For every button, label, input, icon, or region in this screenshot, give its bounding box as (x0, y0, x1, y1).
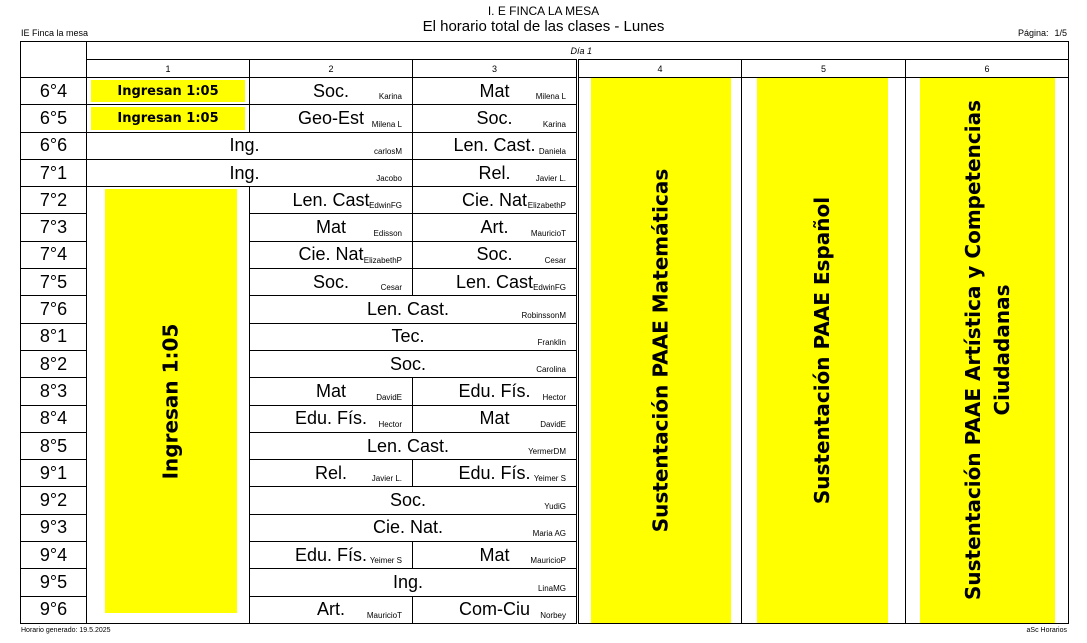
teacher: Franklin (537, 337, 566, 347)
schedule-cell[interactable] (250, 514, 578, 541)
class-label: 9°3 (21, 514, 87, 541)
period-header: 6 (906, 60, 1069, 78)
schedule-table (20, 41, 1069, 624)
schedule-cell[interactable] (250, 350, 578, 377)
teacher: YermerDM (528, 447, 566, 457)
subject: Cie. Nat. (372, 517, 444, 538)
period-header: 4 (578, 60, 742, 78)
teacher: Yeimer S (369, 556, 402, 566)
class-label: 7°4 (21, 241, 87, 268)
teacher: Javier L. (535, 174, 566, 184)
teacher: Yeimer S (533, 474, 566, 484)
subject: Mat (479, 408, 510, 429)
schedule-cell[interactable] (413, 241, 578, 268)
schedule-cell[interactable] (87, 132, 413, 159)
schedule-cell[interactable] (250, 460, 413, 487)
class-label: 6°4 (21, 78, 87, 105)
class-label: 7°5 (21, 269, 87, 296)
subject: Com-Ciu (458, 599, 530, 620)
subject: Soc. (389, 353, 427, 374)
teacher: Milena L (371, 119, 402, 129)
subject: Edu. Fís. (458, 380, 531, 401)
ingresan-badge: Ingresan 1:05 (91, 80, 245, 102)
teacher: Cesar (544, 256, 566, 266)
class-label: 7°1 (21, 159, 87, 186)
schedule-cell[interactable] (250, 105, 413, 132)
page-value: 1/5 (1054, 28, 1067, 38)
teacher: Hector (378, 419, 402, 429)
class-label: 9°2 (21, 487, 87, 514)
subject: Cie. Nat (298, 244, 364, 265)
period-header: 1 (87, 60, 250, 78)
schedule-cell[interactable] (413, 132, 578, 159)
teacher: Cesar (380, 283, 402, 293)
teacher: DavidE (376, 392, 402, 402)
ingresan-block-label: Ingresan 1:05 (158, 323, 183, 479)
schedule-cell[interactable] (250, 432, 578, 459)
class-label: 8°4 (21, 405, 87, 432)
class-label: 9°1 (21, 460, 87, 487)
teacher: LinaMG (537, 583, 566, 593)
schedule-cell[interactable] (250, 296, 578, 323)
subject: Soc. (476, 107, 513, 128)
teacher: RobinssonM (521, 310, 566, 320)
teacher: carlosM (373, 146, 402, 156)
schedule-cell[interactable] (250, 214, 413, 241)
class-label: 6°6 (21, 132, 87, 159)
subject: Mat (479, 544, 510, 565)
subject: Mat (315, 380, 346, 401)
teacher: Carolina (536, 365, 566, 375)
schedule-cell[interactable] (250, 542, 413, 569)
subject: Edu. Fís. (294, 408, 368, 429)
schedule-cell[interactable] (413, 187, 578, 214)
paae-matematicas-block-cell (578, 78, 742, 624)
schedule-cell[interactable] (250, 241, 413, 268)
schedule-cell[interactable] (250, 378, 413, 405)
teacher: Jacobo (376, 174, 402, 184)
subject: Edu. Fís. (294, 544, 368, 565)
paae-espanol-block (757, 78, 888, 623)
schedule-cell[interactable] (87, 105, 250, 132)
teacher: ElizabethP (363, 256, 402, 266)
teacher: Hector (542, 392, 566, 402)
class-label: 8°1 (21, 323, 87, 350)
class-label: 8°5 (21, 432, 87, 459)
subject: Soc. (312, 80, 350, 101)
paae-artistica-block-label: Sustentación PAAE Artística y Competencias Ciudadanas (960, 100, 1014, 601)
teacher: EdwinFG (533, 283, 566, 293)
class-label: 7°6 (21, 296, 87, 323)
schedule-cell[interactable] (413, 105, 578, 132)
subject: Mat (479, 80, 510, 101)
subject: Cie. Nat (461, 189, 528, 210)
subject: Rel. (478, 162, 511, 183)
schedule-cell[interactable] (250, 405, 413, 432)
schedule-cell[interactable] (413, 378, 578, 405)
paae-espanol-block-label: Sustentación PAAE Español (810, 196, 834, 505)
schedule-cell[interactable] (250, 187, 413, 214)
teacher: MauricioP (530, 556, 566, 566)
schedule-cell[interactable] (413, 596, 578, 623)
class-label: 9°6 (21, 596, 87, 623)
schedule-cell[interactable] (250, 487, 578, 514)
teacher: Edisson (373, 228, 402, 238)
school-title: I. E FINCA LA MESA (487, 4, 600, 18)
subject: Ing. (392, 571, 424, 592)
school-short-name: IE Finca la mesa (21, 28, 89, 38)
period-header: 2 (250, 60, 413, 78)
subject: Edu. Fís. (458, 462, 531, 483)
teacher: Karina (542, 119, 566, 129)
table-row (21, 78, 1069, 105)
paae-espanol-block-cell (742, 78, 906, 624)
page-label: Página: (1017, 28, 1049, 38)
subject: Len. Cast. (453, 135, 536, 156)
schedule-cell[interactable] (413, 405, 578, 432)
class-label: 8°3 (21, 378, 87, 405)
schedule-cell[interactable] (413, 269, 578, 296)
page-indicator (1012, 28, 1067, 38)
teacher: Javier L. (371, 474, 402, 484)
teacher: Daniela (538, 146, 566, 156)
teacher: EdwinFG (369, 201, 402, 211)
teacher: Maria AG (532, 529, 566, 539)
class-label: 7°3 (21, 214, 87, 241)
subject: Len. Cast (292, 189, 370, 210)
day-header: Día 1 (87, 42, 1069, 60)
teacher: DavidE (540, 419, 566, 429)
paae-matematicas-block (591, 78, 731, 623)
class-label: 9°4 (21, 542, 87, 569)
subject: Ing. (229, 135, 260, 156)
ingresan-block (105, 189, 237, 613)
subject: Len. Cast. (366, 299, 450, 320)
schedule-cell[interactable] (87, 78, 250, 105)
teacher: Milena L (535, 92, 566, 102)
teacher: YudiG (544, 501, 566, 511)
teacher: ElizabethP (527, 201, 566, 211)
subject: Soc. (476, 244, 513, 265)
subject: Rel. (314, 462, 347, 483)
teacher: MauricioT (530, 228, 566, 238)
subject: Tec. (391, 326, 425, 347)
class-label: 8°2 (21, 350, 87, 377)
subject: Art. (316, 599, 345, 620)
ingresan-block-cell[interactable] (87, 187, 250, 624)
schedule-cell[interactable] (413, 460, 578, 487)
class-label: 7°2 (21, 187, 87, 214)
class-label: 9°5 (21, 569, 87, 596)
schedule-cell[interactable] (413, 542, 578, 569)
schedule-cell[interactable] (413, 159, 578, 186)
subject: Len. Cast (455, 271, 534, 292)
ingresan-badge: Ingresan 1:05 (91, 107, 245, 129)
period-header: 5 (742, 60, 906, 78)
teacher: Karina (378, 92, 402, 102)
period-header: 3 (413, 60, 578, 78)
schedule-cell[interactable] (413, 214, 578, 241)
teacher: MauricioT (366, 610, 402, 620)
schedule-cell[interactable] (87, 159, 413, 186)
subject: Soc. (312, 271, 350, 292)
schedule-cell[interactable] (250, 269, 413, 296)
schedule-cell[interactable] (250, 323, 578, 350)
schedule-cell[interactable] (250, 569, 578, 596)
corner-cell (21, 42, 87, 78)
brand-label: aSc Horarios (1026, 627, 1067, 634)
subject: Ing. (229, 162, 260, 183)
subject: Art. (480, 217, 509, 238)
schedule-cell[interactable] (250, 78, 413, 105)
generated-date: Horario generado: 19.5.2025 (21, 627, 111, 634)
subject: Len. Cast. (366, 435, 450, 456)
class-label: 6°5 (21, 105, 87, 132)
subject: Geo-Est (297, 107, 365, 128)
teacher: Norbey (540, 610, 566, 620)
page-title: El horario total de las clases - Lunes (422, 18, 665, 35)
schedule-cell[interactable] (250, 596, 413, 623)
paae-artistica-block (920, 78, 1055, 623)
schedule-cell[interactable] (413, 78, 578, 105)
paae-matematicas-block-label: Sustentación PAAE Matemáticas (648, 168, 673, 533)
subject: Soc. (389, 490, 427, 511)
paae-artistica-block-cell (906, 78, 1069, 624)
subject: Mat (315, 217, 346, 238)
